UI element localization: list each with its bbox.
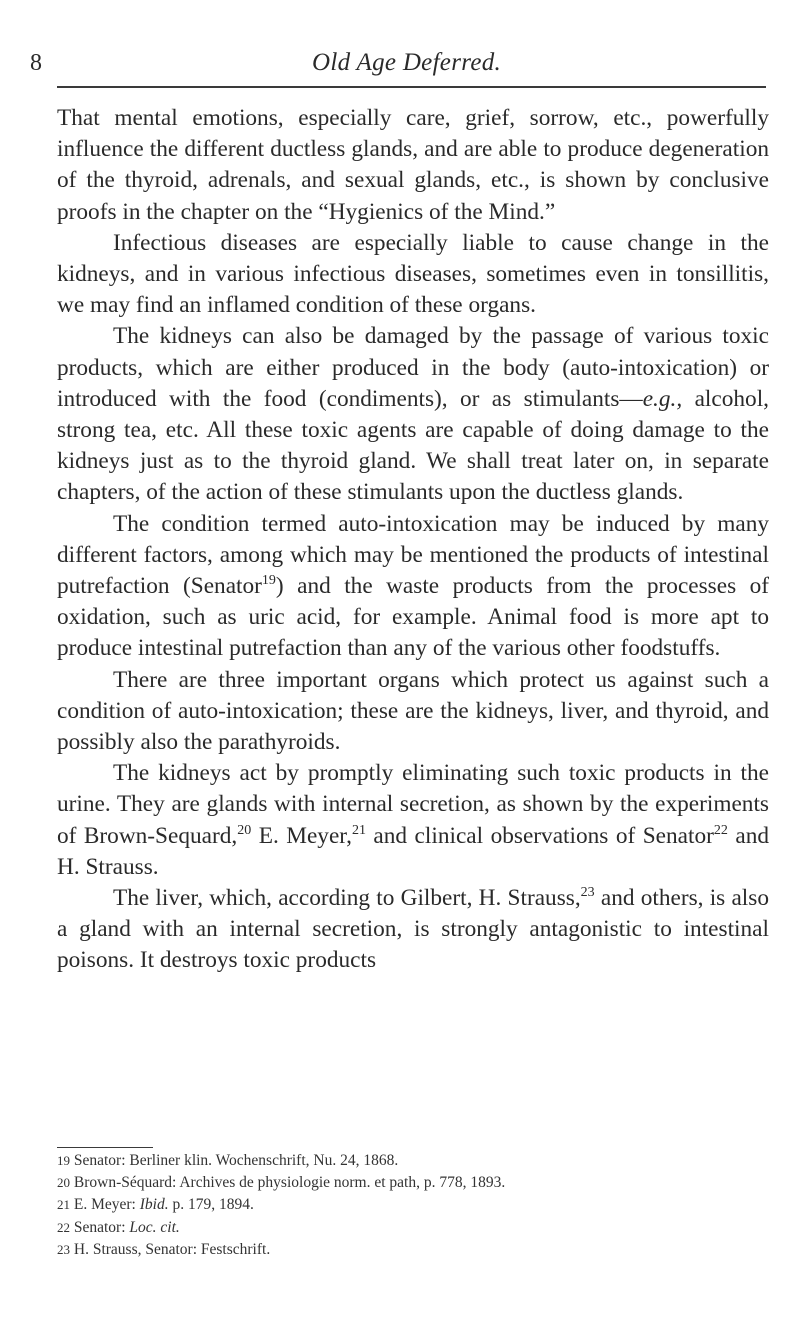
paragraph: Infectious diseases are especially liable to cause change in the kidneys, and in various infectious diseases, sometimes even in tonsillitis, we may find an inflamed condition of these organs. <box>57 229 769 319</box>
eg-abbreviation: e.g., <box>642 385 683 412</box>
footnote-number: 22 <box>57 1219 70 1235</box>
body-text <box>57 103 769 977</box>
footnote: 21 E. Meyer: Ibid. p. 179, 1894. <box>57 1196 254 1214</box>
paragraph: That mental emotions, especially care, grief, sorrow, etc., powerfully influence the different ductless glands, and are able to produce degeneration of the thyroid, adrenals, and sexual glands, etc., is shown by conclusive proofs in the chapter on the “Hygienics of the Mind.” <box>57 105 769 225</box>
footnote: 20 Brown-Séquard: Archives de physiologie norm. et path, p. 778, 1893. <box>57 1174 506 1192</box>
footnote-number: 19 <box>57 1153 70 1168</box>
footnote-ref: 19 <box>261 573 276 589</box>
header-rule <box>57 86 766 88</box>
footnote-ref: 21 <box>351 822 366 838</box>
running-title: Old Age Deferred. <box>312 49 502 76</box>
page-header <box>30 48 770 84</box>
footnote-number: 20 <box>57 1175 70 1191</box>
footnote-rule <box>57 1147 153 1148</box>
paragraph: The condition termed auto-intoxication may be induced by many different factors, among which may be mentioned the products of intestinal putrefaction (Senator$^{19}$) and the waste products from the processes of oxidation, such as uric acid, for example. Animal food is more apt to produce intestinal putrefaction than any of the various other foodstuffs. <box>57 510 770 662</box>
footnotes <box>57 1150 769 1261</box>
footnote-ref: 23 <box>580 885 595 901</box>
footnote: 23 H. Strauss, Senator: Festschrift. <box>57 1240 271 1258</box>
footnote-number: 23 <box>57 1241 70 1257</box>
footnote: 22 Senator: Loc. cit. <box>57 1218 180 1236</box>
footnote-number: 21 <box>57 1197 70 1213</box>
footnote-ref: 22 <box>713 822 728 838</box>
footnote-ref: 20 <box>237 822 252 838</box>
paragraph: There are three important organs which protect us against such a condition of auto-intoxication; these are the kidneys, liver, and thyroid, and possibly also the parathyroids. <box>57 666 769 756</box>
page-number: 8 <box>30 50 42 76</box>
footnote: 19 Senator: Berliner klin. Wochenschrift, Nu. 24, 1868. <box>57 1152 399 1169</box>
paragraph: The liver, which, according to Gilbert, H. Strauss,$^{23}$ and others, is also a gland with an internal secretion, is strongly antagonistic to intestinal poisons. It destroys toxic products <box>57 885 769 974</box>
paragraph: The kidneys act by promptly eliminating such toxic products in the urine. They are glands with internal secretion, as shown by the experiments of Brown-Sequard,$^{20}$ E. Meyer,$^{21}$ and clinical observations of Senator$^{22}$ and H. Strauss. <box>57 760 769 880</box>
paragraph: The kidneys can also be damaged by the passage of various toxic products, which are either produced in the body (auto-intoxication) or introduced with the food (condiments), or as stimulants—e.g., alcohol, strong tea, etc. All these toxic agents are capable of doing damage to the kidneys just as to the thyroid gland. We shall treat later on, in separate chapters, of the action of these stimulants upon the ductless glands. <box>57 323 769 506</box>
